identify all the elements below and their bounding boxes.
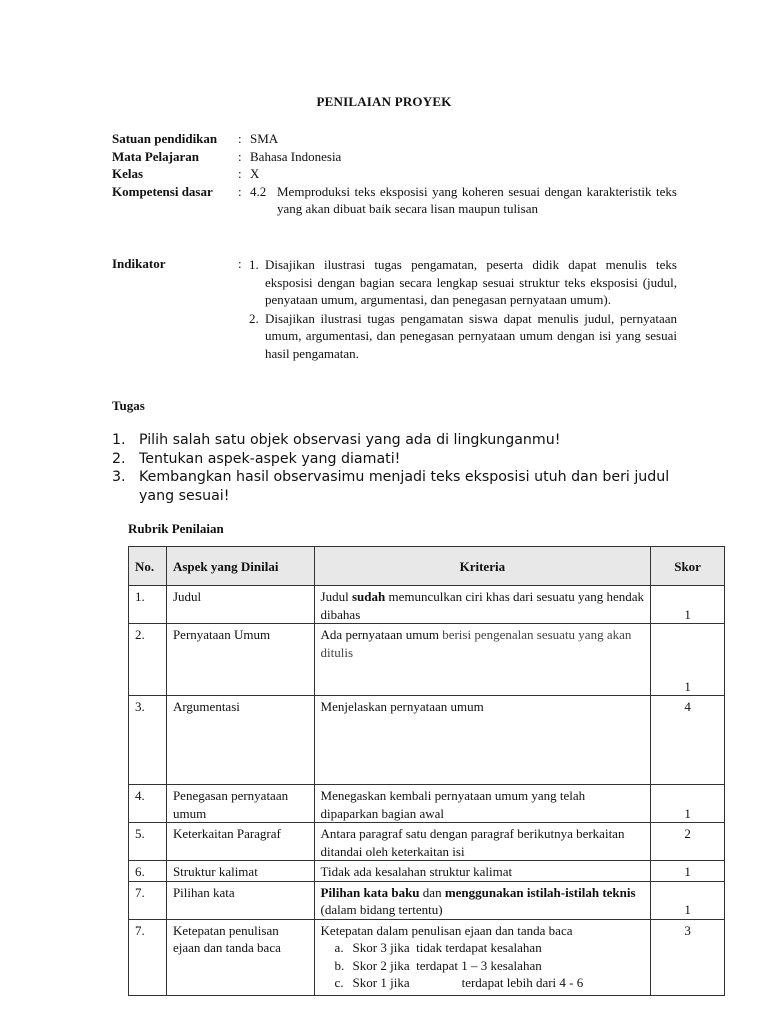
info-satuan [112,130,677,148]
kriteria-bold: sudah [351,589,386,604]
cell-no: 1. [129,586,167,624]
sublist-letter: a. [334,940,344,955]
kriteria-text: dan [419,884,445,900]
indikator-number: 2. [249,310,259,326]
skor-value: 3 [684,922,691,938]
cell-kriteria: Menjelaskan pernyataan umum [314,696,651,785]
satuan-label: Satuan pendidikan [112,131,218,146]
header-no: No. [129,547,167,586]
tugas-number: 2. [112,450,126,467]
tugas-item [112,450,672,469]
kriteria-text: Ketepatan dalam penulisan ejaan dan tanda baca [320,922,573,938]
cell-kriteria [314,919,651,995]
tugas-text: Tentukan aspek-aspek yang diamati! [139,450,401,467]
cell-skor [651,919,725,995]
kelas-value: X [250,166,260,181]
tugas-item [112,468,672,505]
cell-skor [651,696,725,785]
cell-skor [651,586,725,624]
cell-kriteria [314,881,651,919]
header-kriteria: Kriteria [314,547,651,586]
cell-aspek: Struktur kalimat [166,861,314,882]
kd-label: Kompetensi dasar [112,183,213,199]
cell-kriteria [314,586,651,624]
cell-skor [651,624,725,696]
cell-aspek: Pernyataan Umum [166,624,314,696]
colon: : [238,131,242,146]
cell-skor [651,823,725,861]
table-row [129,861,725,882]
indikator-block [112,256,677,362]
kriteria-text: Ada pernyataan umum [320,627,443,642]
satuan-value: SMA [250,131,279,146]
tugas-item [112,431,672,450]
info-mapel [112,148,677,166]
mapel-value: Bahasa Indonesia [250,148,342,164]
table-row [129,881,725,919]
cell-aspek: Pilihan kata [166,881,314,919]
indikator-label: Indikator [112,256,166,271]
indikator-number: 1. [249,257,259,272]
cell-no: 4. [129,785,167,823]
kelas-label: Kelas [112,166,144,181]
kriteria-text: (dalam bidang tertentu) [320,902,443,917]
indikator-item [249,310,677,363]
kriteria-bold: Pilihan kata baku [320,884,420,900]
sublist-item [335,974,645,992]
cell-kriteria: Tidak ada kesalahan struktur kalimat [314,861,651,882]
mapel-label: Mata Pelajaran [112,148,200,164]
tugas-text: Kembangkan hasil observasimu menjadi teks eksposisi utuh dan beri judul yang sesuai! [139,469,670,504]
sublist-letter: b. [334,957,345,973]
cell-no: 5. [129,823,167,861]
cell-no: 6. [129,861,167,882]
cell-aspek: Ketepatan penulisan ejaan dan tanda baca [166,919,314,995]
sublist-item [335,939,645,957]
tugas-text: Pilih salah satu objek observasi yang ada di lingkunganmu! [139,432,561,448]
cell-kriteria: Menegaskan kembali pernyataan umum yang telah dipaparkan bagian awal [314,785,651,823]
cell-skor [651,785,725,823]
tugas-number: 3. [112,469,126,486]
kriteria-bold: menggunakan istilah-istilah teknis [444,884,636,900]
kriteria-text: Judul [320,589,352,604]
cell-no: 7. [129,881,167,919]
table-row [129,785,725,823]
skor-value: 1 [684,902,691,917]
skor-value: 1 [684,678,691,694]
cell-no: 3. [129,696,167,785]
cell-aspek: Keterkaitan Paragraf [166,823,314,861]
table-row [129,823,725,861]
info-kelas [112,165,677,183]
kd-number: 4.2 [250,183,267,199]
sublist-text: Skor 2 jika terdapat 1 – 3 kesalahan [352,957,542,973]
kriteria-sublist [335,939,645,992]
table-row [129,586,725,624]
kriteria-text: memunculkan ciri khas dari sesuatu yang hendak dibahas [320,589,645,622]
table-header-row [129,547,725,586]
kriteria-text: berisi pengenalan sesuatu yang akan ditulis [320,627,632,660]
header-aspek: Aspek yang Dinilai [166,547,314,586]
sublist-item [335,957,645,975]
table-row [129,696,725,785]
cell-kriteria: Antara paragraf satu dengan paragraf berikutnya berkaitan ditandai oleh keterkaitan isi [314,823,651,861]
cell-kriteria [314,624,651,696]
cell-no: 2. [129,624,167,696]
skor-value: 1 [684,864,691,879]
skor-value: 4 [684,699,691,714]
sublist-letter: c. [334,975,344,990]
cell-aspek: Penegasan pernyataan umum [166,785,314,823]
colon: : [238,256,242,271]
table-row [129,919,725,995]
indikator-text: Disajikan ilustrasi tugas pengamatan siswa dapat menulis judul, pernyataan umum, argumentasi, dan penegasan pernyataan umum dengan isi yang sesuai hasil pengamatan. [265,310,677,361]
skor-value: 1 [684,805,691,821]
skor-value: 1 [684,606,691,622]
cell-skor [651,881,725,919]
cell-aspek: Judul [166,586,314,624]
page-title: PENILAIAN PROYEK [316,94,452,109]
sublist-text: Skor 1 jika terdapat lebih dari 4 - 6 [352,975,584,990]
table-row [129,624,725,696]
kd-value: Memproduksi teks eksposisi yang koheren sesuai dengan karakteristik teks yang akan dibuat baik secara lisan maupun tulisan [277,183,677,216]
info-block [112,130,677,218]
header-skor: Skor [651,547,725,586]
cell-skor [651,861,725,882]
skor-value: 2 [684,826,691,841]
cell-aspek: Argumentasi [166,696,314,785]
colon: : [238,148,242,164]
indikator-text: Disajikan ilustrasi tugas pengamatan, peserta didik dapat menulis teks eksposisi dengan bagian secara lengkap sesuai struktur teks eksposisi (judul, penyataan umum, argumentasi, dan penegasan pernyataan umum). [265,257,677,307]
info-kd [112,183,677,218]
rubrik-table [128,546,725,996]
sublist-text: Skor 3 jika tidak terdapat kesalahan [352,940,542,955]
colon: : [238,183,242,199]
cell-no: 7. [129,919,167,995]
tugas-list [112,431,672,505]
tugas-heading: Tugas [112,398,145,413]
colon: : [238,166,242,181]
indikator-item [249,256,677,309]
tugas-number: 1. [112,432,126,448]
rubrik-heading: Rubrik Penilaian [128,521,224,536]
